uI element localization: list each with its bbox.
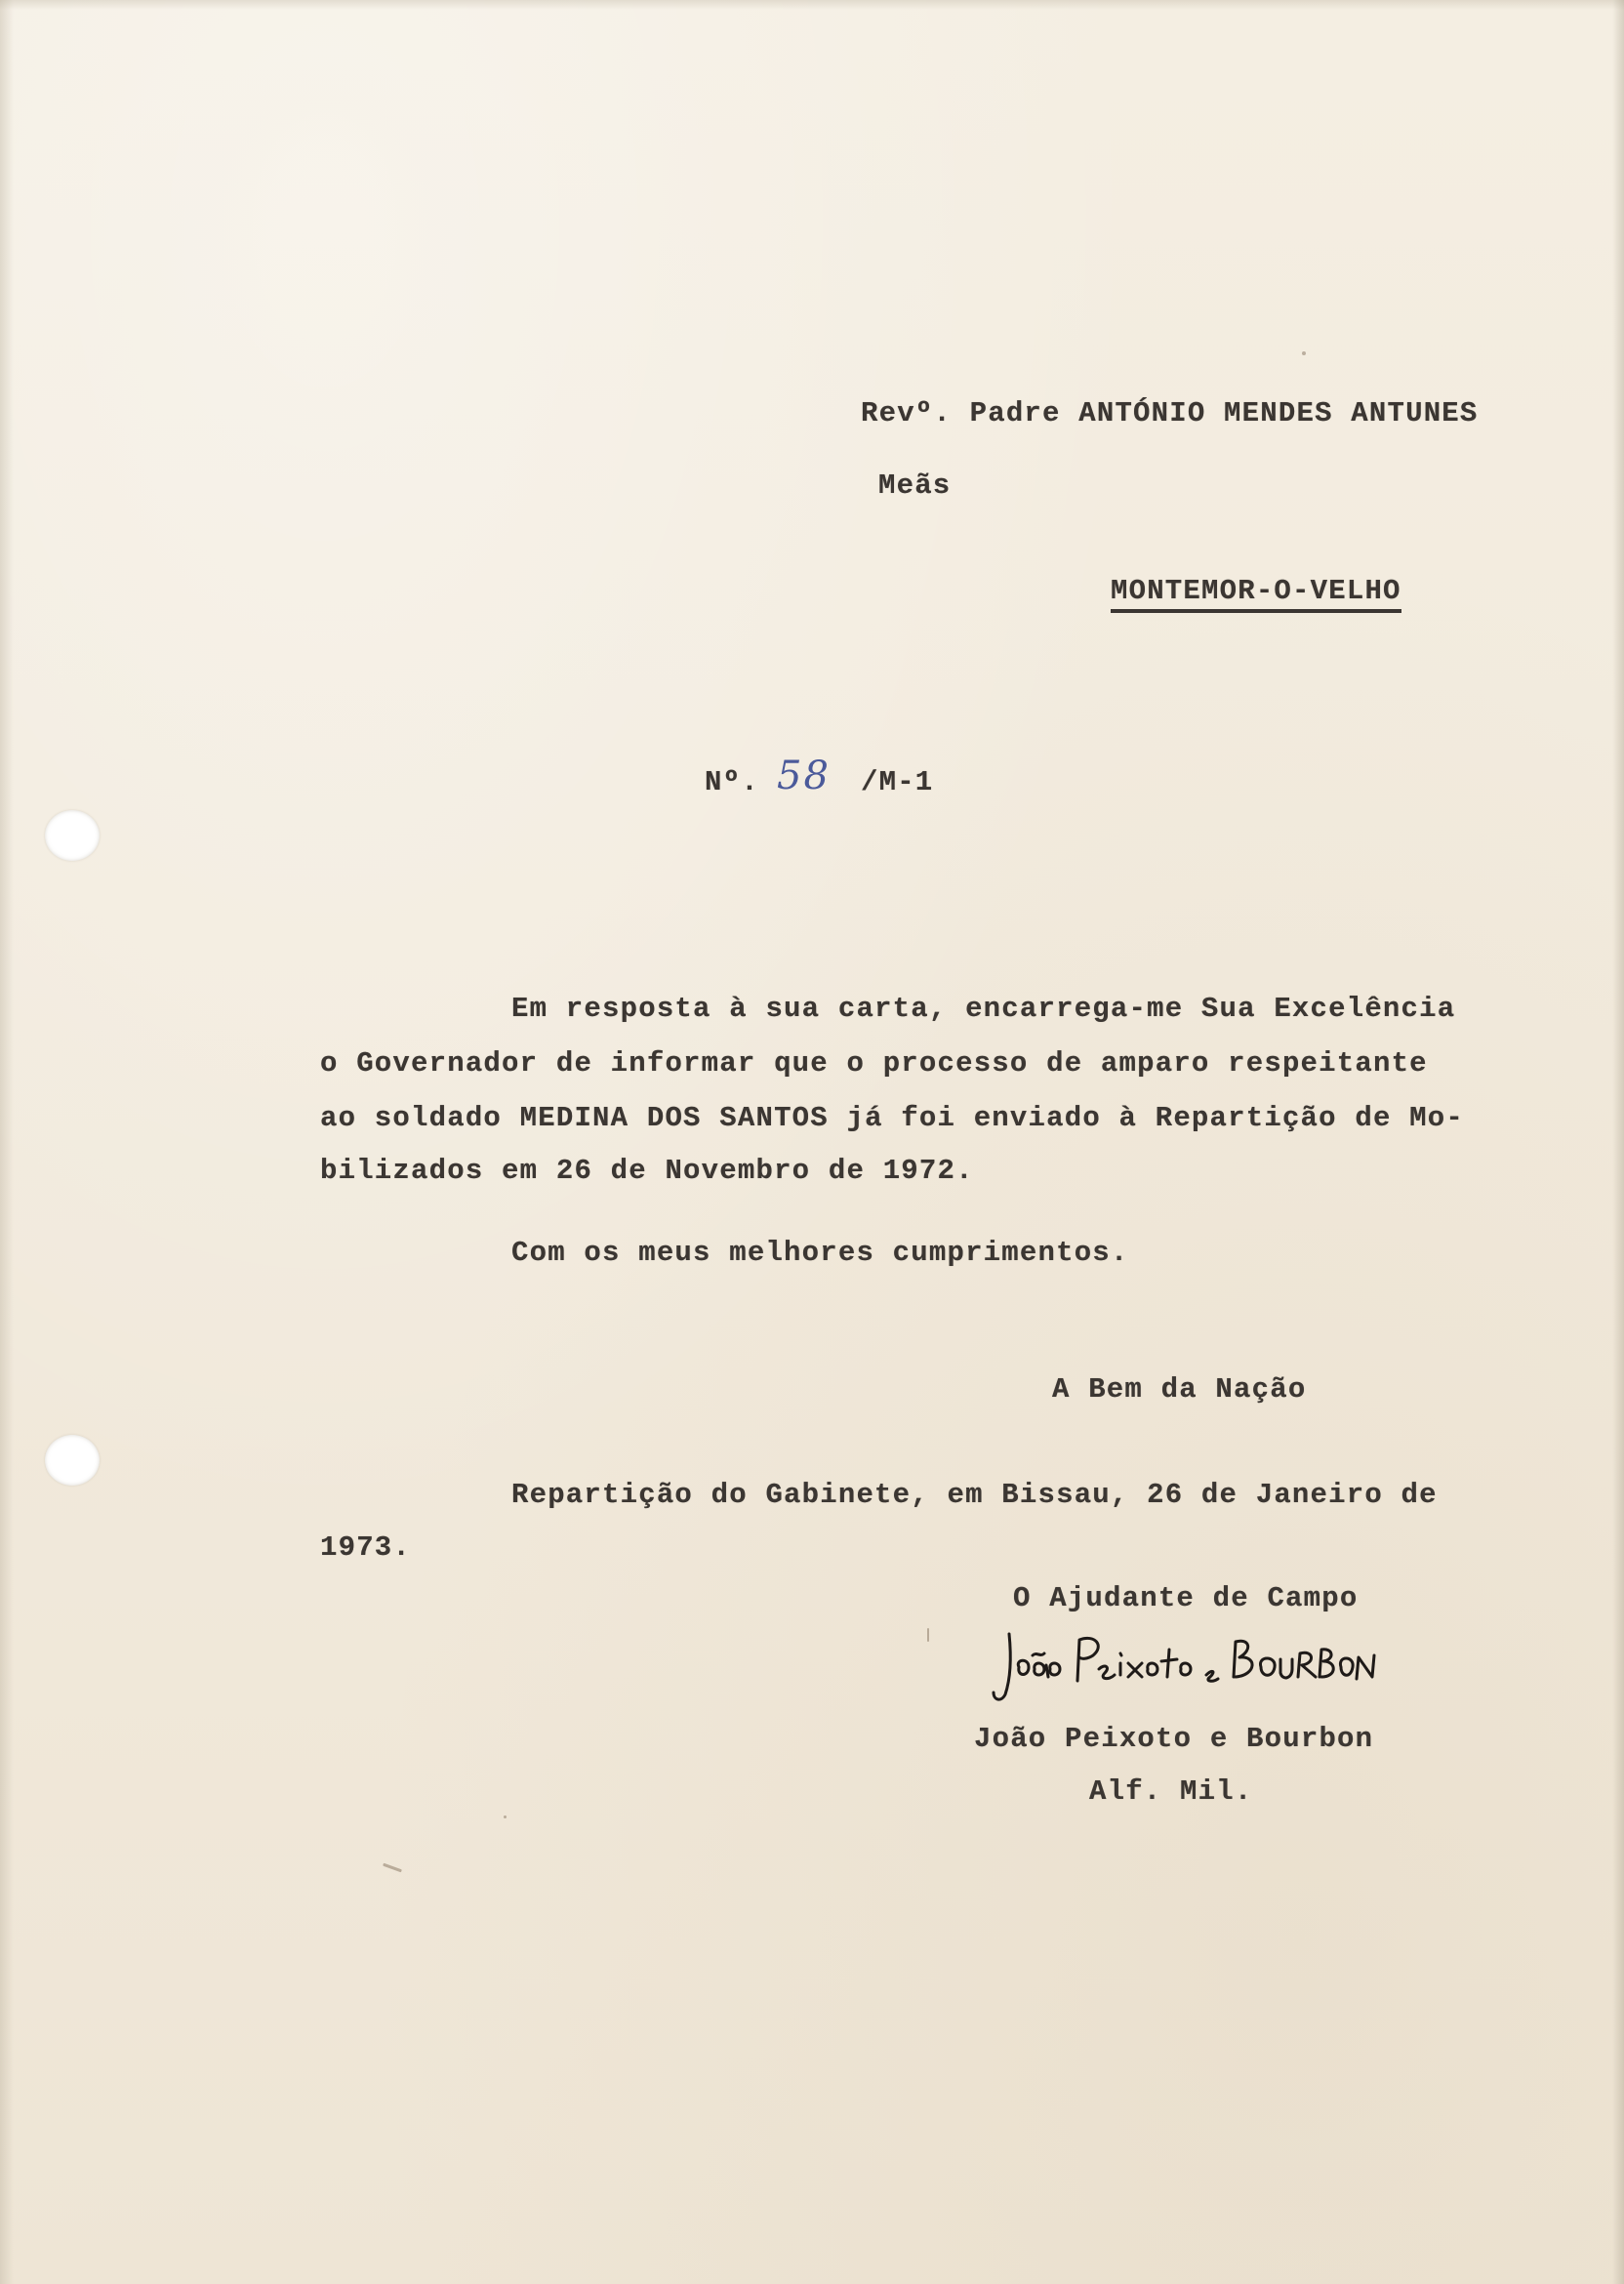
body-line-4: bilizados em 26 de Novembro de 1972. xyxy=(320,1155,974,1187)
paper-edge-top xyxy=(0,0,1624,10)
paper-speck xyxy=(504,1815,507,1818)
reference-suffix: /M-1 xyxy=(861,766,934,798)
paper-edge-left xyxy=(0,0,14,2284)
recipient-line-town: MONTEMOR-O-VELHO xyxy=(1111,575,1401,613)
recipient-line-locality: Meãs xyxy=(878,469,952,502)
reference-prefix: Nº. xyxy=(705,766,759,798)
paper-speck xyxy=(1302,351,1306,355)
dateline-line-1: Repartição do Gabinete, em Bissau, 26 de Janeiro de xyxy=(511,1479,1438,1511)
handwritten-signature xyxy=(988,1620,1378,1708)
punch-hole-bottom xyxy=(45,1435,100,1486)
body-line-3: ao soldado MEDINA DOS SANTOS já foi enviado à Repartição de Mo- xyxy=(320,1102,1464,1134)
salutation: A Bem da Nação xyxy=(1052,1373,1307,1406)
paper-speck xyxy=(383,1863,402,1873)
paper-edge-right xyxy=(1612,0,1624,2284)
closing-line: Com os meus melhores cumprimentos. xyxy=(511,1237,1129,1269)
recipient-line-name: Revº. Padre ANTÓNIO MENDES ANTUNES xyxy=(861,397,1479,429)
signatory-name: João Peixoto e Bourbon xyxy=(974,1723,1374,1755)
body-line-2: o Governador de informar que o processo de amparo respeitante xyxy=(320,1047,1428,1080)
signatory-title: O Ajudante de Campo xyxy=(1013,1582,1359,1614)
dateline-line-2: 1973. xyxy=(320,1531,412,1564)
body-line-1: Em resposta à sua carta, encarrega-me Sua Excelência xyxy=(511,993,1456,1025)
punch-hole-top xyxy=(45,810,100,861)
signatory-rank: Alf. Mil. xyxy=(1089,1775,1253,1808)
paper-speck xyxy=(927,1628,929,1642)
reference-handwritten-number: 58 xyxy=(777,754,831,798)
